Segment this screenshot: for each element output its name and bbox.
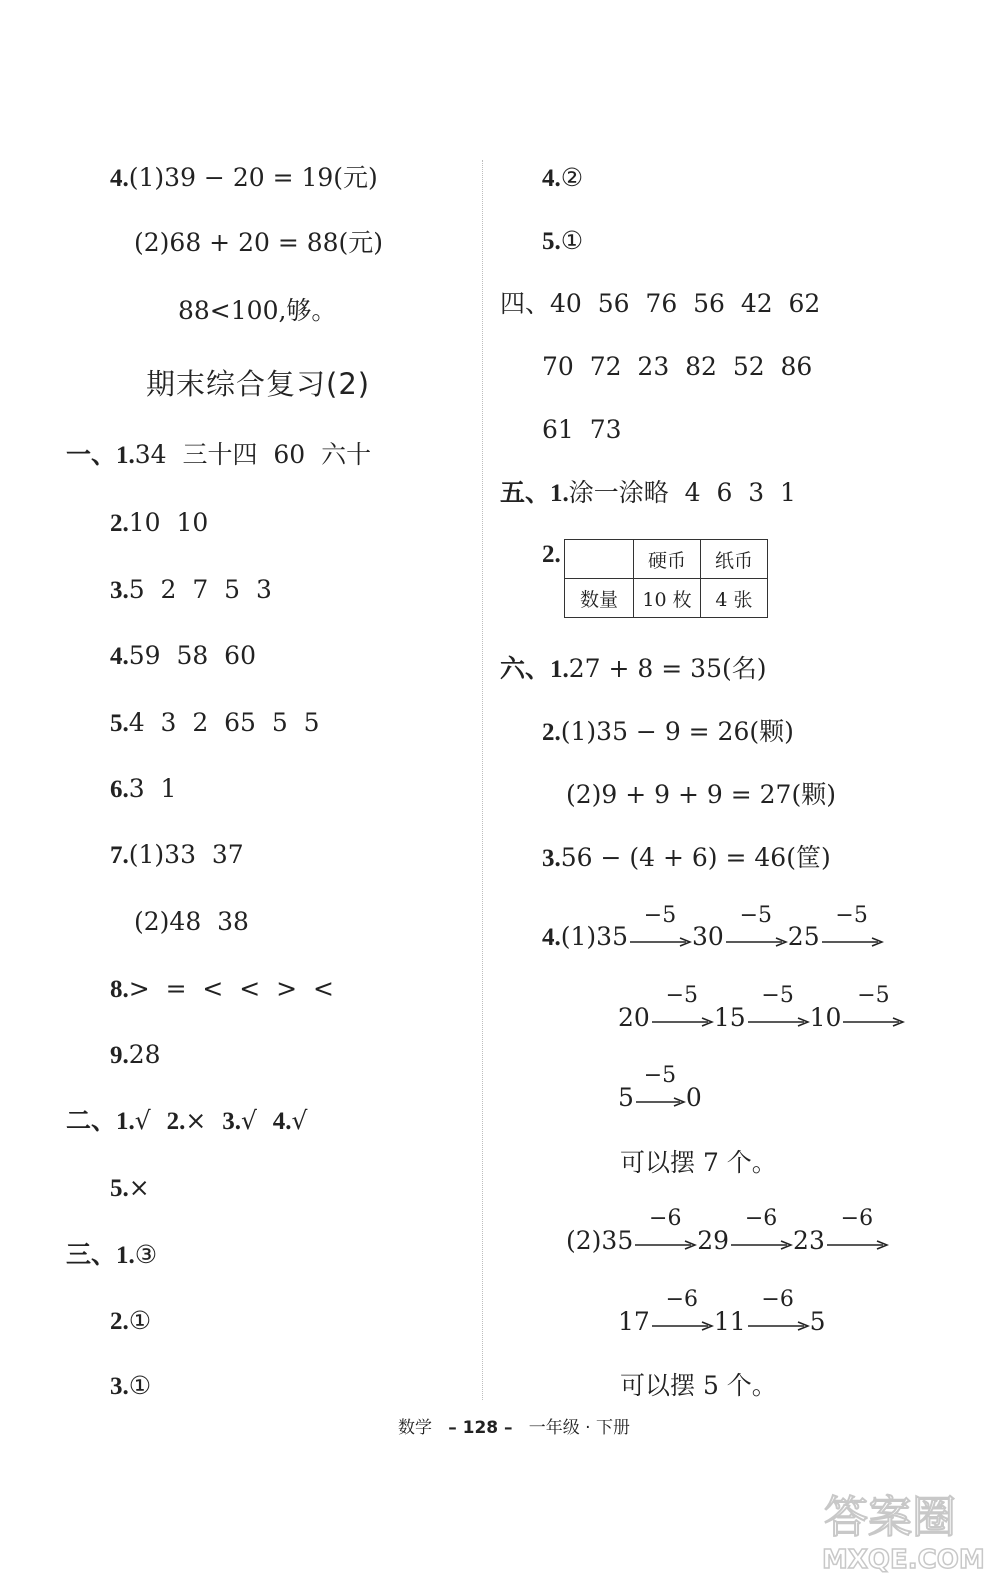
arrow-label: −5: [739, 903, 773, 928]
arrow: [650, 983, 714, 1033]
arrow-label: −5: [835, 903, 868, 928]
arrow-label: −5: [643, 1063, 677, 1088]
table-cell: [565, 540, 634, 579]
watermark-url: MXQE.COM: [822, 1545, 985, 1575]
answer-line: (2)48 38: [134, 907, 249, 936]
answer-line: 5.×: [110, 1173, 150, 1202]
column-divider: [482, 160, 483, 1400]
answer-line: 五、1.涂一涂略 4 6 3 1: [500, 478, 796, 507]
page-footer: [398, 1413, 630, 1438]
table-cell: 纸币: [701, 540, 768, 579]
coin-table: [564, 539, 768, 618]
arrow-label: −5: [857, 983, 890, 1008]
table-cell: 硬币: [634, 540, 701, 579]
footer-subject: 数学: [398, 1418, 432, 1438]
arrow: [633, 1206, 697, 1256]
answer-line: 可以摆 7 个。: [620, 1148, 777, 1177]
arrow: [746, 1287, 810, 1337]
answer-line: 2.(1)35 − 9 = 26(颗): [542, 717, 794, 746]
answer-line: 6.3 1: [110, 774, 177, 803]
arrow-label: −5: [761, 983, 794, 1008]
answer-line: 2.10 10: [110, 508, 209, 537]
answer-line: 3.56 − (4 + 6) = 46(筐): [542, 843, 831, 872]
answer-line: 5.①: [542, 226, 584, 255]
arrow-label: −6: [665, 1287, 699, 1312]
arrow: [628, 903, 692, 953]
section-title: 期末综合复习(2): [146, 367, 371, 401]
arrow: [650, 1287, 714, 1337]
answer-line: (2)68 + 20 = 88(元): [134, 228, 384, 257]
table-cell: 4 张: [701, 579, 768, 618]
arrow-chain: 4.(1)35 −5 30 −5 25 −5: [542, 922, 884, 953]
arrow-chain: 17 −6 11 −6 5: [618, 1287, 826, 1336]
table-cell: 10 枚: [634, 579, 701, 618]
arrow-chain: 20 −5 15 −5 10 −5: [618, 1003, 905, 1033]
answer-line: 8.> = < < > <: [110, 974, 334, 1003]
answer-line: 三、1.③: [66, 1240, 158, 1269]
answer-line: 4.(1)39 − 20 = 19(元): [110, 163, 378, 192]
arrow: [825, 1206, 889, 1256]
watermark-text: 答案圈: [824, 1492, 956, 1543]
page-number: – 128 –: [448, 1418, 513, 1438]
answer-line: 3.5 2 7 5 3: [110, 575, 272, 604]
answer-line: 2.: [542, 541, 561, 568]
arrow: [841, 983, 905, 1033]
arrow-chain: 5 −5 0: [618, 1063, 702, 1112]
answer-line: 二、1.√ 2.× 3.√ 4.√: [66, 1106, 308, 1135]
arrow-label: −6: [761, 1287, 794, 1312]
answer-line: 61 73: [542, 415, 622, 444]
answer-line: 2.①: [110, 1306, 152, 1335]
arrow: [729, 1206, 793, 1256]
table-cell: 数量: [565, 579, 634, 618]
arrow-label: −6: [840, 1206, 874, 1231]
watermark-logo: [818, 1480, 988, 1575]
answer-line: 70 72 23 82 52 86: [542, 352, 813, 381]
answer-line: 5.4 3 2 65 5 5: [110, 708, 320, 737]
answer-line: (2)9 + 9 + 9 = 27(颗): [566, 780, 836, 809]
answer-line: 可以摆 5 个。: [620, 1371, 777, 1400]
answer-line: 六、1.27 + 8 = 35(名): [500, 654, 767, 683]
answer-line: 4.59 58 60: [110, 641, 256, 670]
answer-line: 4.②: [542, 163, 584, 192]
arrow: [820, 903, 884, 953]
arrow-label: −6: [649, 1206, 682, 1231]
answer-line: 3.①: [110, 1371, 152, 1400]
arrow-label: −5: [665, 983, 699, 1008]
answer-line: 一、1.34 三十四 60 六十: [66, 440, 372, 469]
answer-line: 7.(1)33 37: [110, 840, 244, 869]
arrow-label: −5: [643, 903, 677, 928]
answer-line: 9.28: [110, 1040, 161, 1069]
arrow: [724, 903, 788, 953]
answer-line: 四、40 56 76 56 42 62: [500, 289, 821, 318]
footer-grade: 一年级 · 下册: [528, 1418, 630, 1438]
answer-line: 88<100,够。: [178, 296, 337, 325]
arrow: [746, 983, 810, 1033]
arrow-chain: (2)35 −6 29 −6 23 −6: [566, 1226, 889, 1256]
arrow-label: −6: [744, 1206, 778, 1231]
